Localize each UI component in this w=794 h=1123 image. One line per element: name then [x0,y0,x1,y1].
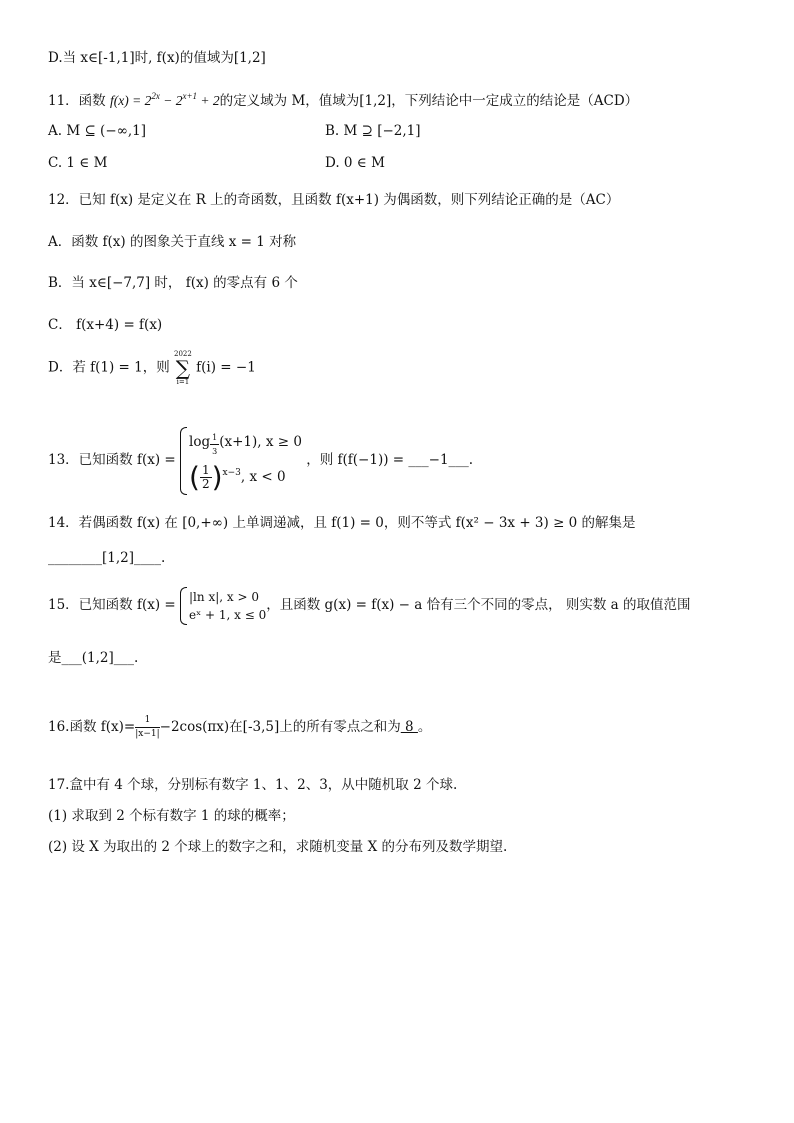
sum-upper: 2022 [174,350,192,358]
q15-case1: |ln x|, x > 0 [189,589,259,604]
q12-option-a: A．函数 f(x) 的图象关于直线 x = 1 对称 [48,234,297,250]
q11-exp2: x+1 [182,91,198,101]
q15-case2: eˣ + 1, x ≤ 0 [189,607,267,622]
q17-part2: (2) 设 X 为取出的 2 个球上的数字之和，求随机变量 X 的分布列及数学期望. [48,839,508,855]
q15-prefix: 15．已知函数 f(x) = [48,597,176,613]
q13-end: . [468,452,474,468]
q16-prefix: 16.函数 f(x)= [48,719,136,735]
question-14: 14．若偶函数 f(x) 在 [0,+∞) 上单调递减，且 f(1) = 0，则不等式 f(x² − 3x + 3) ≥ 0 的解集是 [48,515,636,531]
q11-option-b: B. M ⊇ [−2,1] [325,123,421,139]
q11-exp1: 2x [151,91,160,101]
q16-rest: −2cos(πx)在[-3,5]上的所有零点之和为 [159,719,401,735]
q13-case1-tail: (x+1), x ≥ 0 [219,433,302,450]
q16-frac: $\frac{1}{|x-1|}$ [135,715,160,739]
q15-stem: ，且函数 g(x) = f(x) − a 恰有三个不同的零点， 则实数 a 的取值范围 [266,597,691,613]
q11-prefix: 11．函数 [48,93,106,109]
q11-tail: + 2 [197,93,220,108]
q13-cases: log $\frac{1}{3}$ (x+1), x ≥ 0 ( $\frac{1}{2}$ )$^{x-3}$, x < 0 [189,432,302,493]
q11-option-a: A. M ⊆ (−∞,1] [48,123,147,139]
q15-brace [180,587,187,625]
q17-part1: (1) 求取到 2 个标有数字 1 的球的概率； [48,808,295,824]
q11-text: 的定义域为 M，值域为[1,2]，下列结论中一定成立的结论是（ACD） [219,93,639,109]
question-17: 17.盒中有 4 个球，分别标有数字 1、1、2、3，从中随机取 2 个球. [48,777,458,793]
q14-answer: ________[1,2]____. [48,550,166,566]
q13-answer: ___−1___ [408,452,469,468]
piecewise-brace [180,427,187,495]
q13-prefix: 13．已知函数 f(x) = [48,452,176,468]
question-15 [48,585,691,625]
q15-line2: 是___(1,2]___. [48,650,139,666]
question-13 [48,425,473,495]
q15-cases [189,588,266,624]
q11-option-d: D. 0 ∈ M [325,155,385,171]
q11-func: f(x) = 2 [109,93,152,108]
q12-option-b: B．当 x∈[−7,7] 时， f(x) 的零点有 6 个 [48,275,298,291]
q13-half: $\frac{1}{2}$ [201,462,210,491]
q16-end: 。 [417,719,432,735]
question-12: 12．已知 f(x) 是定义在 R 上的奇函数，且函数 f(x+1) 为偶函数，则下列结论正确的是（AC） [48,192,620,208]
question-16 [48,710,431,744]
q13-log: log [189,433,211,450]
q13-exp: x−3 [222,467,241,478]
q13-mid: ，则 f(f(−1)) = [306,452,409,468]
q16-answer: 8 [400,719,418,735]
q11-option-c: C. 1 ∈ M [48,155,108,171]
q12-d-post: f(i) = −1 [196,359,256,376]
q13-log-base: $\frac{1}{3}$ [212,432,218,456]
option-d-previous: D.当 x∈[-1,1]时, f(x)的值域为[1,2] [48,50,266,66]
question-11 [48,86,638,111]
q13-case2-tail: , x < 0 [240,468,286,485]
q12-option-d [48,350,256,386]
q12-d-prefix: D．若 f(1) = 1，则 [48,359,170,376]
q11-minus: − 2 [159,93,183,108]
summation-symbol: 2022 ∑ i=1 [174,350,192,386]
sum-lower: i=1 [176,378,190,386]
q12-option-c: C． f(x+4) = f(x) [48,317,163,333]
